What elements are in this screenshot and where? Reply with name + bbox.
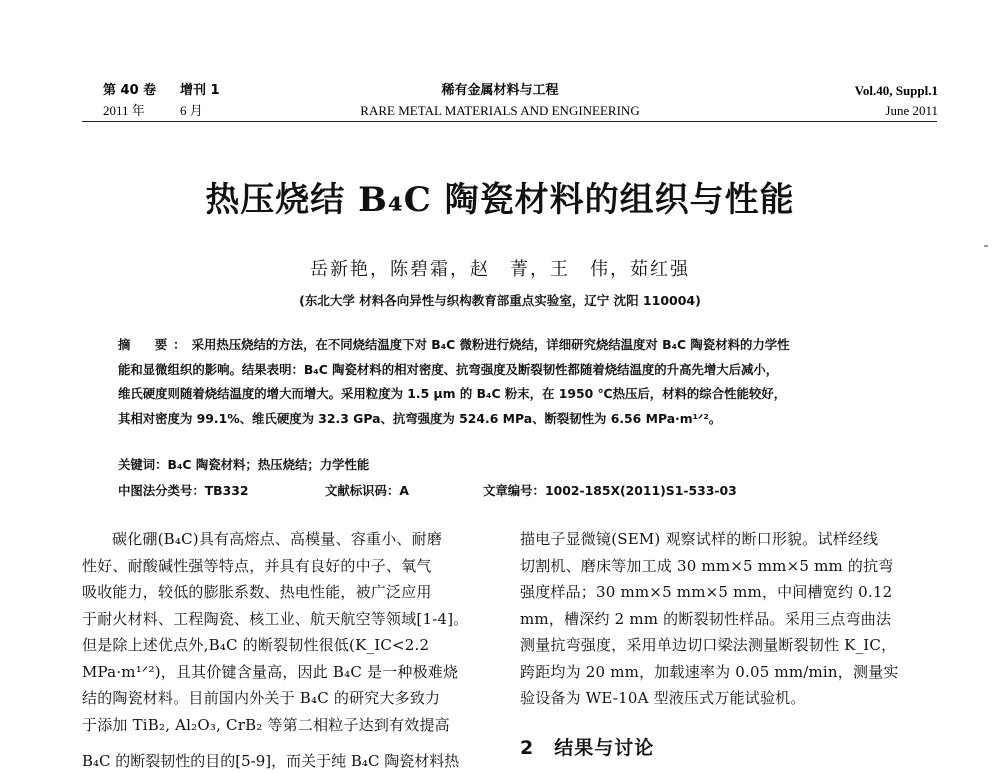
body-line: MPa·m¹ᐟ²)，且其价键含量高，因此 B₄C 是一种极难烧 xyxy=(82,662,459,681)
body-line: 测量抗弯强度，采用单边切口梁法测量断裂韧性 K_IC， xyxy=(520,636,897,654)
body-line: 描电子显微镜(SEM) 观察试样的断口形貌。试样经线 xyxy=(520,530,879,548)
paper-title: 热压烧结 B₄C 陶瓷材料的组织与性能 xyxy=(205,180,795,220)
body-line: 碳化硼(B₄C)具有高熔点、高模量、容重小、耐磨 xyxy=(112,530,443,548)
author-list: 岳新艳，陈碧霜，赵 菁，王 伟，茹红强 xyxy=(310,259,690,280)
journal-title-cn: 稀有金属材料与工程 xyxy=(441,83,559,98)
abstract-line: 其相对密度为 99.1%、维氏硬度为 32.3 GPa、抗弯强度为 524.6 MPa、断裂韧性为 6.56 MPa·m¹ᐟ²。 xyxy=(118,410,722,426)
body-line: 吸收能力，较低的膨胀系数、热电性能，被广泛应用 xyxy=(82,583,432,601)
body-line: 结的陶瓷材料。目前国内外关于 B₄C 的研究大多致力 xyxy=(82,689,441,707)
header-volume-en: Vol.40, Suppl.1 xyxy=(854,83,938,98)
abstract-line: 维氏硬度则随着烧结温度的增大而增大。采用粒度为 1.5 μm 的 B₄C 粉末，在 1950 ℃热压后，材料的综合性能较好， xyxy=(118,386,787,401)
abstract xyxy=(118,333,908,431)
abstract-line: 摘 要：采用热压烧结的方法，在不同烧结温度下对 B₄C 微粉进行烧结，详细研究烧结温度对 B₄C 陶瓷材料的力学性 xyxy=(118,337,790,352)
header-year-cn: 2011 年 xyxy=(103,103,145,118)
document-code: 文献标识码：A xyxy=(325,483,409,498)
abstract-label: 摘 要： xyxy=(118,337,192,352)
header-month-cn: 6 月 xyxy=(180,103,203,118)
body-line: 强度样品；30 mm×5 mm×5 mm，中间槽宽约 0.12 xyxy=(520,583,893,601)
header-issue-cn: 增刊 1 xyxy=(180,83,220,98)
body-line-cut: B₄C 的断裂韧性的目的[5-9]，而关于纯 B₄C 陶瓷材料热 xyxy=(82,752,460,770)
body-left-column xyxy=(82,526,492,738)
header-date-en: June 2011 xyxy=(885,103,938,118)
header-volume-cn: 第 40 卷 xyxy=(103,83,157,98)
body-line: 于耐火材料、工程陶瓷、核工业、航天航空等领域[1-4]。 xyxy=(82,609,469,628)
keywords: 关键词：B₄C 陶瓷材料；热压烧结；力学性能 xyxy=(118,457,370,472)
body-line: mm，槽深约 2 mm 的断裂韧性样品。采用三点弯曲法 xyxy=(520,609,892,628)
body-line: 跨距均为 20 mm，加载速率为 0.05 mm/min，测量实 xyxy=(520,662,899,681)
body-line: 验设备为 WE-10A 型液压式万能试验机。 xyxy=(520,689,806,707)
article-number: 文章编号：1002-185X(2011)S1-533-03 xyxy=(483,483,737,498)
section-heading: 2 结果与讨论 xyxy=(520,737,655,759)
body-line: 但是除上述优点外,B₄C 的断裂韧性很低(K_IC<2.2 xyxy=(82,636,430,654)
body-line: 于添加 TiB₂, Al₂O₃, CrB₂ 等第二相粒子达到有效提高 xyxy=(82,715,450,734)
journal-title-en: RARE METAL MATERIALS AND ENGINEERING xyxy=(360,103,640,118)
body-line: 性好、耐酸碱性强等特点，并具有良好的中子、氧气 xyxy=(82,556,432,575)
clc-number: 中图法分类号：TB332 xyxy=(118,483,249,498)
body-line: 切割机、磨床等加工成 30 mm×5 mm×5 mm 的抗弯 xyxy=(520,556,894,575)
scan-mark xyxy=(984,245,988,247)
header-rule xyxy=(82,121,937,122)
abstract-line: 能和显微组织的影响。结果表明：B₄C 陶瓷材料的相对密度、抗弯强度及断裂韧性都随着烧结温度的升高先增大后减小， xyxy=(118,361,779,377)
affiliation: (东北大学 材料各向异性与织构教育部重点实验室，辽宁 沈阳 110004) xyxy=(299,293,701,308)
body-right-column xyxy=(520,526,938,712)
